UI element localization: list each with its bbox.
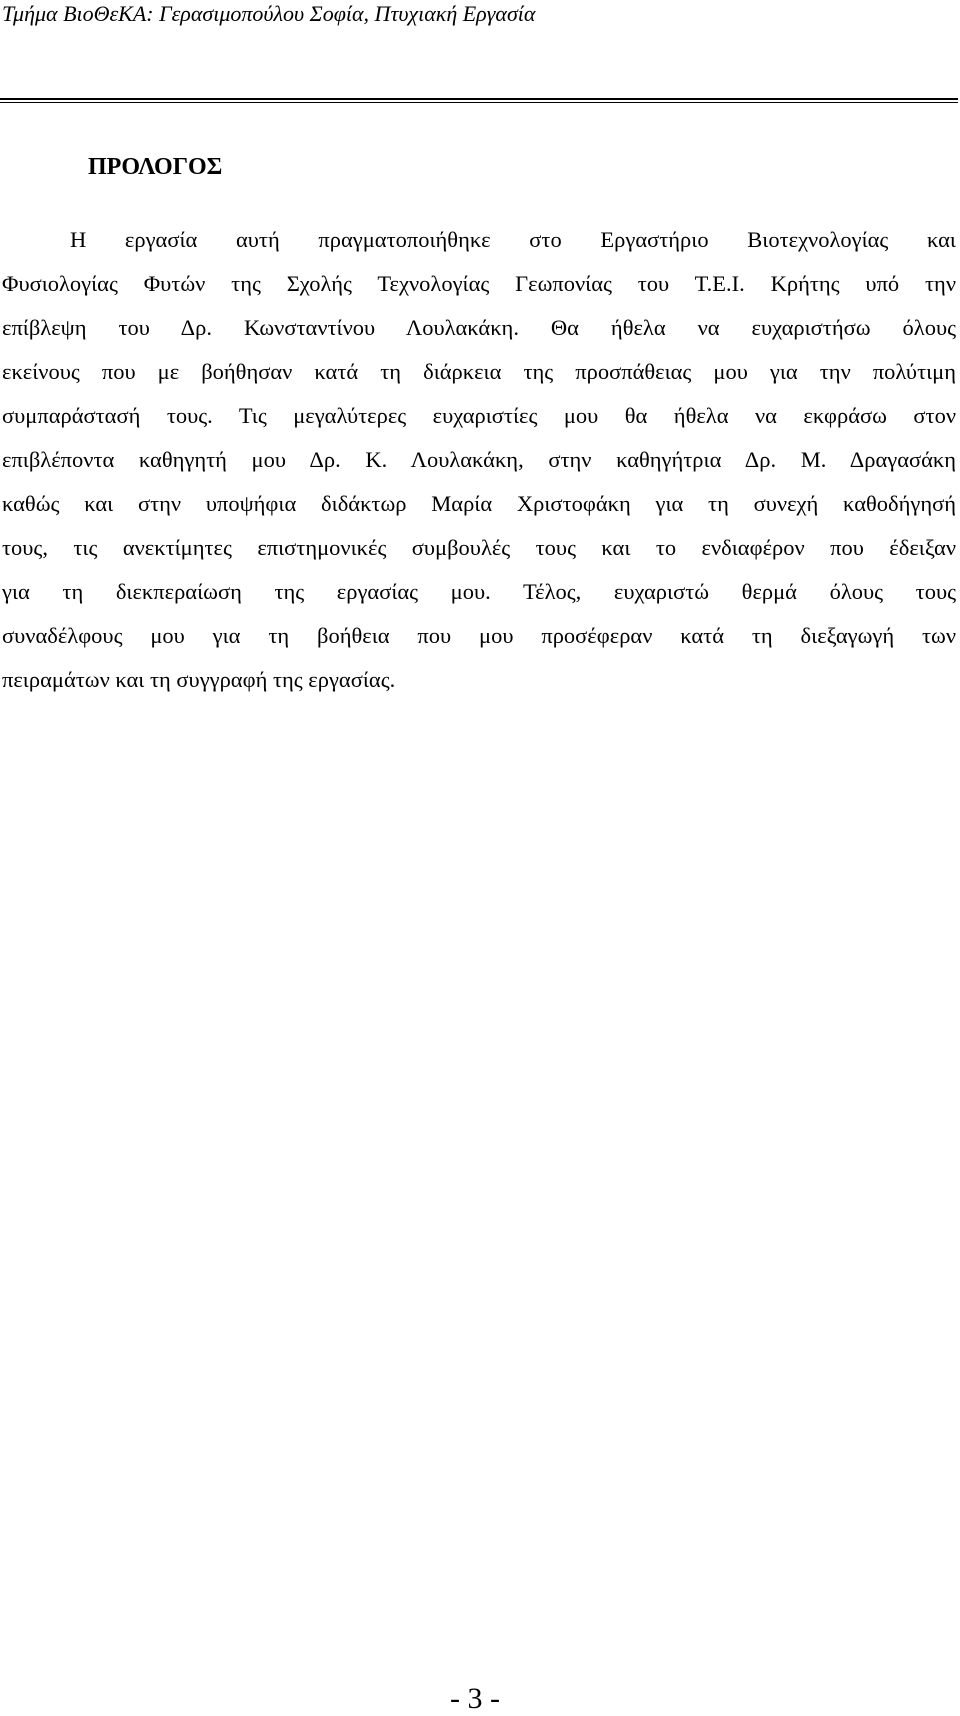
paragraph-line: συναδέλφους μου για τη βοήθεια που μου προσέφεραν κατά τη διεξαγωγή των <box>2 623 956 648</box>
paragraph-line: για τη διεκπεραίωση της εργασίας μου. Τέλος, ευχαριστώ θερμά όλους τους <box>2 579 956 604</box>
paragraph-line: εκείνους που με βοήθησαν κατά τη διάρκεια της προσπάθειας μου για την πολύτιμη <box>2 359 956 384</box>
paragraph-line: συμπαράστασή τους. Τις μεγαλύτερες ευχαριστίες μου θα ήθελα να εκφράσω στον <box>2 403 956 428</box>
paragraph-line: Φυσιολογίας Φυτών της Σχολής Τεχνολογίας Γεωπονίας του Τ.Ε.Ι. Κρήτης υπό την <box>2 271 956 296</box>
paragraph-line: επίβλεψη του Δρ. Κωνσταντίνου Λουλακάκη. Θα ήθελα να ευχαριστήσω όλους <box>2 315 956 340</box>
paragraph-line: επιβλέποντα καθηγητή μου Δρ. Κ. Λουλακάκη, στην καθηγήτρια Δρ. Μ. Δραγασάκη <box>2 447 956 472</box>
paragraph-line: Η εργασία αυτή πραγματοποιήθηκε στο Εργαστήριο Βιοτεχνολογίας και <box>70 227 956 252</box>
running-header: Τμήμα ΒιοΘεΚΑ: Γερασιμοπούλου Σοφία, Πτυχιακή Εργασία <box>2 1 536 26</box>
header-rule-thin <box>0 102 958 103</box>
paragraph-line: καθώς και στην υποψήφια διδάκτωρ Μαρία Χριστοφάκη για τη συνεχή καθοδήγησή <box>2 491 956 516</box>
section-title: ΠΡΟΛΟΓΟΣ <box>88 154 223 180</box>
header-rule-thick <box>0 98 958 100</box>
paragraph-line: τους, τις ανεκτίμητες επιστημονικές συμβουλές τους και το ενδιαφέρον που έδειξαν <box>2 535 956 560</box>
page-number: - 3 - <box>450 1682 500 1715</box>
paragraph-line: πειραμάτων και τη συγγραφή της εργασίας. <box>2 667 396 692</box>
